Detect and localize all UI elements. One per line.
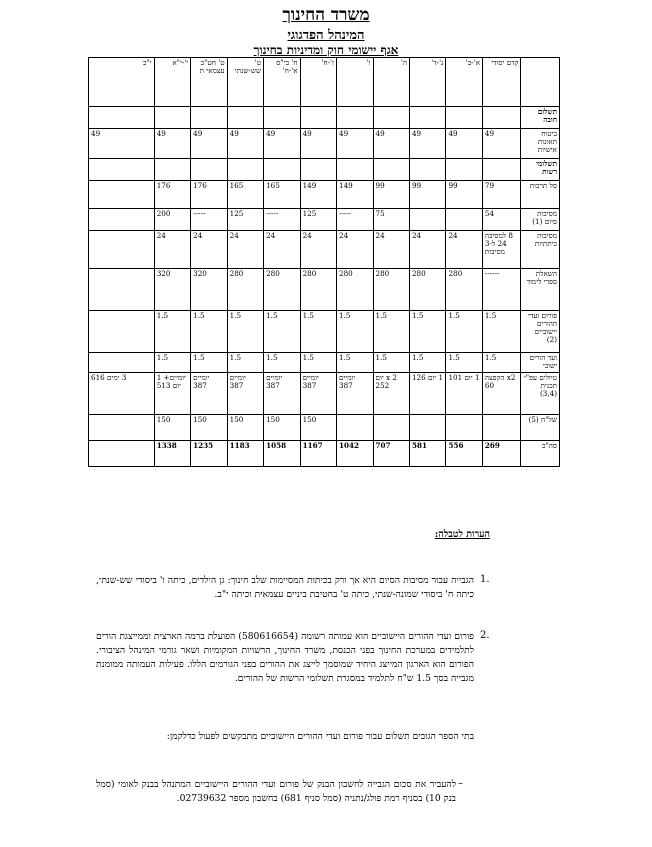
table-cell: 280 <box>446 269 482 311</box>
table-row <box>89 353 560 373</box>
table-cell: 49 <box>89 129 155 159</box>
table-cell: 1.5 <box>264 311 300 353</box>
table-cell: 1.5 <box>300 353 336 373</box>
table-cell <box>446 159 482 181</box>
table-cell: 99 <box>446 181 482 209</box>
column-header: י'-י"א <box>154 58 190 107</box>
table-cell: 150 <box>264 415 300 441</box>
table-cell: יומיים 387 <box>191 373 227 415</box>
table-cell: 200 <box>154 209 190 231</box>
table-cell <box>227 159 263 181</box>
note-1-text: הגבייה עבור מסיבות הסיום היא אך ורק בכיתות המסיימות שלב חינוך: גן הילדים, כיתה ו' ביסודי שש-שנתי, כיתה ח' ביסודי שמונה-שנתי, כיתה ט' בחטיבת ביניים עצמאית וכיתה י"ב. <box>96 575 474 600</box>
table-cell: 1058 <box>264 441 300 467</box>
table-row <box>89 441 560 467</box>
table-cell <box>89 441 155 467</box>
table-cell: 176 <box>154 181 190 209</box>
table-cell: 24 <box>337 231 373 269</box>
table-cell: 1.5 <box>409 353 445 373</box>
table-cell: 1.5 <box>191 353 227 373</box>
table-cell: x2 הקפצה 60 <box>482 373 521 415</box>
table-cell: 75 <box>373 209 409 231</box>
table-cell: 49 <box>227 129 263 159</box>
table-cell: 1 יום 126 <box>409 373 445 415</box>
row-label: ועד הורים ישובי <box>521 353 560 373</box>
table-cell: 150 <box>300 415 336 441</box>
table-cell <box>191 159 227 181</box>
table-cell: ------ <box>482 269 521 311</box>
table-cell <box>264 107 300 129</box>
table-cell: 1.5 <box>300 311 336 353</box>
table-cell: 24 <box>373 231 409 269</box>
table-cell: יומיים 387 <box>337 373 373 415</box>
row-label: פורום ועדי ההורים יישוביים (2) <box>521 311 560 353</box>
table-cell: 280 <box>300 269 336 311</box>
table-cell: 1.5 <box>191 311 227 353</box>
table-cell <box>154 107 190 129</box>
note-1-number: 1. <box>480 574 490 585</box>
table-cell: 24 <box>446 231 482 269</box>
table-cell: 49 <box>373 129 409 159</box>
column-header: ה' <box>373 58 409 107</box>
column-header: ח' בי"ס א'-ח' <box>264 58 300 107</box>
table-cell <box>337 107 373 129</box>
table-cell: 8 למסיבה 24 ל-3 מסיבות <box>482 231 521 269</box>
note-2-text: פורום ועדי ההורים היישוביים הוא עמותה רשומה (580616654) הפועלת ברמה הארצית וממייצגת הורים לתלמידים במערכת החינוך בפני הכנסת, משרד החינוך, הרשויות המקומיות ושאר גורמי המינהל הציבורי. הפורום הוא הארגון המייצג היחיד שמוסמך לייצג את ההורים בפני הגורמים הללו. פעילות העמותה ממומנת מגבייה בסך 1.5 ש"ח לתלמיד במסגרת תשלומי הרשות של ההורים. <box>96 631 474 684</box>
table-row <box>89 415 560 441</box>
table-row <box>89 209 560 231</box>
table-cell: 1183 <box>227 441 263 467</box>
table-cell: 49 <box>191 129 227 159</box>
bullet-dash: – <box>458 778 463 789</box>
table-cell <box>337 159 373 181</box>
table-row <box>89 129 560 159</box>
table-cell: 1.5 <box>446 353 482 373</box>
table-cell: 280 <box>409 269 445 311</box>
table-cell <box>89 107 155 129</box>
table-cell: 99 <box>409 181 445 209</box>
table-cell: 3 ימים 616 <box>89 373 155 415</box>
table-cell: יומיים 387 <box>300 373 336 415</box>
table-cell: יומיים 387 <box>264 373 300 415</box>
table-cell: 24 <box>191 231 227 269</box>
table-cell: 320 <box>154 269 190 311</box>
table-cell <box>89 181 155 209</box>
table-cell <box>154 159 190 181</box>
table-row <box>89 107 560 129</box>
table-cell <box>446 415 482 441</box>
table-cell: יומיים+ 1 יום 513 <box>154 373 190 415</box>
bank-transfer-instruction: להעביר את סכום הגבייה לחשבון הבנק של פורום ועדי ההורים היישוביים המתנהל בבנק לאומי (סמל בנק 10) בסניף רמת פולג/נתניה (סמל סניף 681) בחשבון מספר 02739632. <box>96 779 456 804</box>
table-cell: 1.5 <box>373 353 409 373</box>
column-header: ט' שש-שנתי <box>227 58 263 107</box>
table-cell: 1.5 <box>227 311 263 353</box>
table-cell: 280 <box>227 269 263 311</box>
row-label: מסיבות סיום (1) <box>521 209 560 231</box>
table-cell: 176 <box>191 181 227 209</box>
table-cell: 49 <box>482 129 521 159</box>
table-cell: 49 <box>409 129 445 159</box>
row-label: ביטוח תאונות אישיות <box>521 129 560 159</box>
table-cell <box>300 107 336 129</box>
column-header: ו' <box>337 58 373 107</box>
table-cell: 1.5 <box>264 353 300 373</box>
table-row <box>89 231 560 269</box>
table-cell: 125 <box>227 209 263 231</box>
note-2-instructions: בתי הספר הגובים תשלום עבור פורום ועדי ההורים היישוביים מתבקשים לפעול כדלקמן: <box>166 731 474 742</box>
table-cell <box>482 415 521 441</box>
table-cell: 1.5 <box>409 311 445 353</box>
table-cell: 150 <box>191 415 227 441</box>
table-cell <box>264 159 300 181</box>
table-cell <box>89 231 155 269</box>
note-2-number: 2. <box>480 630 490 641</box>
column-header: י"ב <box>89 58 155 107</box>
table-cell <box>446 107 482 129</box>
table-cell: 24 <box>227 231 263 269</box>
table-cell <box>89 269 155 311</box>
table-cell <box>191 107 227 129</box>
fees-table <box>88 57 560 467</box>
table-cell <box>373 415 409 441</box>
table-cell: 49 <box>300 129 336 159</box>
table-cell: 1338 <box>154 441 190 467</box>
table-row <box>89 159 560 181</box>
table-cell: 54 <box>482 209 521 231</box>
table-cell: 49 <box>337 129 373 159</box>
table-cell: 1.5 <box>337 353 373 373</box>
column-header: א'-ב' <box>446 58 482 107</box>
table-cell: 125 <box>300 209 336 231</box>
table-cell: 280 <box>337 269 373 311</box>
admin-title: המינהל הפדגוגי <box>287 28 365 43</box>
table-cell: 320 <box>191 269 227 311</box>
table-cell: 165 <box>264 181 300 209</box>
row-label: סה"כ <box>521 441 560 467</box>
table-cell: 2 x יום 252 <box>373 373 409 415</box>
table-cell: 149 <box>300 181 336 209</box>
table-cell <box>89 311 155 353</box>
table-cell <box>373 107 409 129</box>
table-cell: 1.5 <box>482 353 521 373</box>
table-cell: 24 <box>409 231 445 269</box>
column-header: ג'-ד' <box>409 58 445 107</box>
table-cell: 1235 <box>191 441 227 467</box>
column-header: קדם יסודי <box>482 58 521 107</box>
table-cell <box>482 107 521 129</box>
table-cell <box>409 209 445 231</box>
table-cell: 1 יום 101 <box>446 373 482 415</box>
header-corner-cell <box>521 58 560 107</box>
row-label: תשלומי רשות <box>521 159 560 181</box>
table-cell: 280 <box>373 269 409 311</box>
dept-title: אגף יישומי חוק ומדיניות בחינוך <box>253 43 399 57</box>
table-header-row <box>89 58 560 107</box>
table-cell: 1042 <box>337 441 373 467</box>
table-cell <box>300 159 336 181</box>
table-cell <box>409 415 445 441</box>
table-cell: 24 <box>154 231 190 269</box>
table-cell <box>89 159 155 181</box>
row-label: מסיבות כיתתיות <box>521 231 560 269</box>
table-cell: 1.5 <box>446 311 482 353</box>
table-cell <box>446 209 482 231</box>
ministry-title: משרד החינוך <box>282 5 370 25</box>
table-cell <box>409 159 445 181</box>
row-label: השאלת ספרי לימוד <box>521 269 560 311</box>
row-label: טיולים עפ"י תכנית (3,4) <box>521 373 560 415</box>
table-cell: 1.5 <box>227 353 263 373</box>
table-cell <box>89 209 155 231</box>
row-label: סל תרבות <box>521 181 560 209</box>
table-cell: 49 <box>264 129 300 159</box>
table-cell: 269 <box>482 441 521 467</box>
column-header: ז'-ח' <box>300 58 336 107</box>
notes-title: הערות לטבלה: <box>434 529 490 540</box>
table-cell: ----- <box>191 209 227 231</box>
table-cell: 556 <box>446 441 482 467</box>
table-cell: 1167 <box>300 441 336 467</box>
table-cell: ----- <box>264 209 300 231</box>
table-row <box>89 181 560 209</box>
table-cell: 49 <box>446 129 482 159</box>
table-cell: 280 <box>264 269 300 311</box>
row-label: של"ח (5) <box>521 415 560 441</box>
table-cell: 1.5 <box>337 311 373 353</box>
table-cell: 24 <box>264 231 300 269</box>
table-cell: 1.5 <box>154 353 190 373</box>
table-cell: 150 <box>154 415 190 441</box>
table-cell: ----- <box>337 209 373 231</box>
table-cell: 99 <box>373 181 409 209</box>
table-cell: 581 <box>409 441 445 467</box>
table-cell <box>409 107 445 129</box>
table-cell <box>373 159 409 181</box>
table-row <box>89 311 560 353</box>
table-cell: 79 <box>482 181 521 209</box>
table-cell: 165 <box>227 181 263 209</box>
table-cell <box>337 415 373 441</box>
table-cell: יומיים 387 <box>227 373 263 415</box>
table-cell <box>482 159 521 181</box>
table-cell: 149 <box>337 181 373 209</box>
table-cell: 1.5 <box>482 311 521 353</box>
table-cell <box>89 415 155 441</box>
row-label: תשלום חובה <box>521 107 560 129</box>
table-cell: 150 <box>227 415 263 441</box>
column-header: ט' חט"ב עצמאי ת <box>191 58 227 107</box>
table-cell: 24 <box>300 231 336 269</box>
table-row <box>89 373 560 415</box>
table-cell: 1.5 <box>154 311 190 353</box>
table-cell <box>227 107 263 129</box>
table-cell: 1.5 <box>373 311 409 353</box>
table-cell <box>89 353 155 373</box>
table-cell: 707 <box>373 441 409 467</box>
table-row <box>89 269 560 311</box>
table-cell: 49 <box>154 129 190 159</box>
